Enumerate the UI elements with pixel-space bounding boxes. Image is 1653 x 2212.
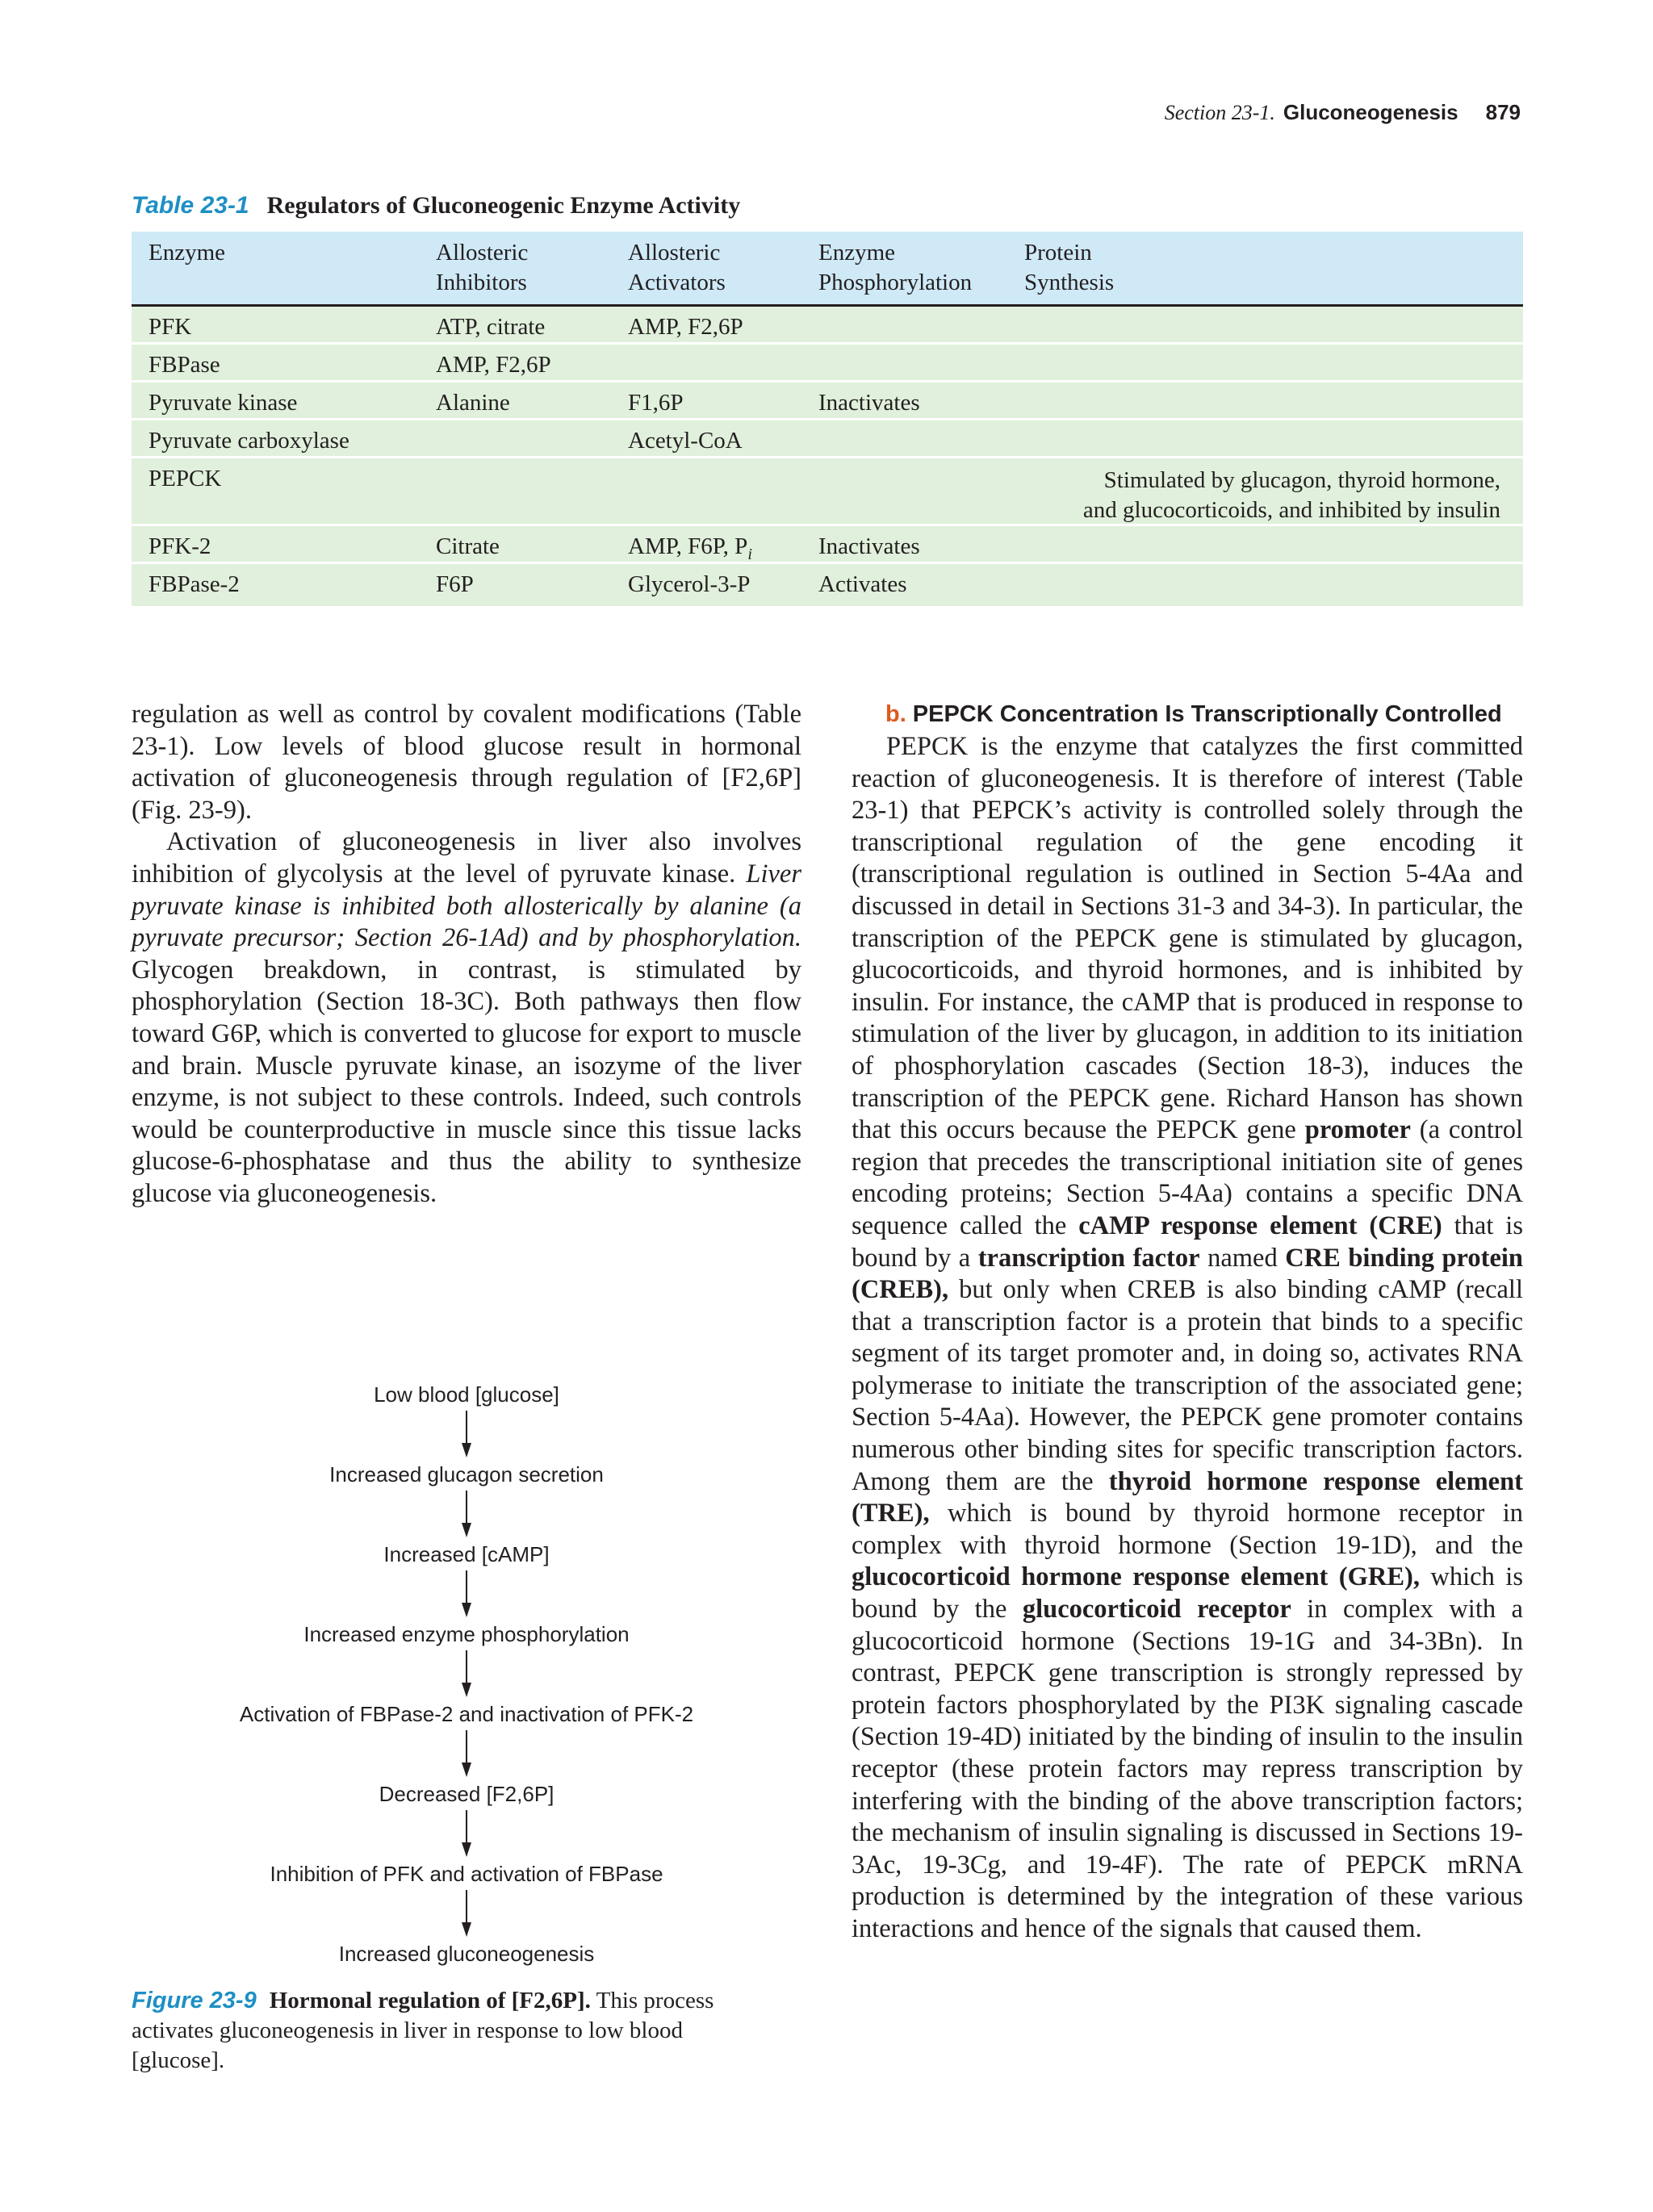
paragraph: regulation as well as control by covalent modifications (Table 23-1). Low levels of blood glucose result in hormonal activation of gluconeogenesis through regulation of [F2,6P] (Fig. 23-9).	[132, 700, 801, 825]
down-arrow-icon	[132, 1647, 801, 1701]
paragraph: PEPCK is the enzyme that catalyzes the first committed reaction of gluconeogenesis. It is therefore of interest (Table 23-1) that PEPCK’s activity is controlled solely through the transcriptional regulation of the gene encoding it (transcriptional regulation is outlined in Section 5-4Aa and discussed in detail in Sections 31-3 and 34-3). In particular, the transcription of the PEPCK gene is stimulated by glucagon, glucocorticoids, and thyroid hormones, and is inhibited by insulin. For instance, the cAMP that is produced in response to stimulation of the liver by glucagon, in addition to its initiation of phosphorylation cascades (Section 18-3), induces the transcription of the PEPCK gene. Richard Hanson has shown that this occurs because the PEPCK gene promoter (a control region that precedes the transcriptional initiation site of genes encoding proteins; Section 5-4Aa) contains a specific DNA sequence called the cAMP response element (CRE) that is bound by a transcription factor named CRE binding protein (CREB), but only when CREB is also binding cAMP (recall that a transcription factor is a protein that binds to a specific segment of its target promoter and, in doing so, activates RNA polymerase to initiate the transcription of the associated gene; Section 5-4Aa). However, the PEPCK gene promoter contains numerous other binding sites for specific transcription factors. Among them are the thyroid hormone response element (TRE), which is bound by thyroid hormone receptor in complex with thyroid hormone (Section 19-1D), and the glucocorticoid hormone response element (GRE), which is bound by the glucocorticoid receptor in complex with a glucocorticoid hormone (Sections 19-1G and 34-3Bn). In contrast, PEPCK gene transcription is strongly repressed by protein factors phosphorylated by the PI3K signaling cascade (Section 19-4D) initiated by the binding of insulin to the insulin receptor (these protein factors may repress transcription by interfering with the binding of the above transcription factors; the mechanism of insulin signaling is discussed in Sections 19-3Ac, 19-3Cg, and 19-4F). The rate of PEPCK mRNA production is determined by the integration of these various interactions and hence of the signals that caused them.	[852, 732, 1523, 1943]
table-row	[132, 345, 1523, 383]
figure-title: Hormonal regulation of [F2,6P].	[269, 1988, 591, 2013]
table-row	[132, 526, 1523, 564]
cell-enzyme: FBPase-2	[149, 571, 240, 597]
running-head	[1165, 100, 1521, 125]
down-arrow-icon	[132, 1567, 801, 1621]
cell-activators: Acetyl-CoA	[628, 428, 743, 454]
cell-phosphorylation: Inactivates	[818, 533, 920, 559]
col-header-inhibitors: Allosteric Inhibitors	[436, 240, 529, 295]
section-title: PEPCK Concentration Is Transcriptionally Controlled	[912, 701, 1502, 727]
table-caption	[132, 192, 740, 220]
cell-synthesis: Stimulated by glucagon, thyroid hormone, and glucocorticoids, and inhibited by insulin	[1082, 467, 1500, 523]
cell-enzyme: FBPase	[149, 352, 220, 378]
down-arrow-icon	[132, 1727, 801, 1781]
flow-step: Inhibition of PFK and activation of FBPase	[270, 1862, 663, 1886]
cell-activators: F1,6P	[628, 390, 684, 416]
cell-inhibitors: Alanine	[436, 390, 510, 416]
col-header-synthesis: Protein Synthesis	[1024, 240, 1115, 295]
flow-step: Increased gluconeogenesis	[338, 1942, 595, 1966]
header-section: Section 23-1.	[1164, 101, 1275, 124]
table-label: Table 23-1	[132, 192, 249, 219]
col-header-phosphorylation: Enzyme Phosphorylation	[818, 240, 973, 295]
flow-diagram	[132, 1382, 801, 1967]
figure-label: Figure 23-9	[132, 1988, 257, 2013]
flow-step: Increased enzyme phosphorylation	[303, 1622, 630, 1646]
down-arrow-icon	[132, 1487, 801, 1541]
section-heading	[885, 699, 1523, 730]
cell-inhibitors: ATP, citrate	[436, 314, 546, 340]
cell-inhibitors: F6P	[436, 571, 474, 597]
flow-step: Increased glucagon secretion	[329, 1462, 604, 1487]
header-title: Gluconeogenesis	[1283, 100, 1458, 124]
flow-step: Low blood [glucose]	[374, 1382, 559, 1407]
col-header-enzyme: Enzyme	[149, 240, 226, 266]
col-header-activators: Allosteric Activators	[628, 240, 726, 295]
flow-step: Activation of FBPase-2 and inactivation of PFK-2	[239, 1702, 694, 1726]
cell-enzyme: Pyruvate kinase	[149, 390, 298, 416]
section-letter: b.	[885, 701, 906, 727]
flow-step: Increased [cAMP]	[383, 1542, 550, 1566]
left-column	[132, 699, 801, 1211]
paragraph: Activation of gluconeogenesis in liver also involves inhibition of glycolysis at the level of pyruvate kinase. Liver pyruvate kinase is inhibited both allosterically by alanine (a pyruvate precursor; Section 26-1Ad) and by phosphorylation. Glycogen breakdown, in contrast, is stimulated by phosphorylation (Section 18-3C). Both pathways then flow toward G6P, which is converted to glucose for export to muscle and brain. Muscle pyruvate kinase, an isozyme of the liver enzyme, is not subject to these controls. Indeed, such controls would be counterproductive in muscle since this tissue lacks glucose-6-phosphatase and thus the ability to synthesize glucose via gluconeogenesis.	[132, 827, 801, 1208]
cell-enzyme: Pyruvate carboxylase	[149, 428, 349, 454]
table-row	[132, 458, 1523, 526]
down-arrow-icon	[132, 1807, 801, 1861]
cell-phosphorylation: Activates	[818, 571, 907, 597]
figure-caption-text: This process activates gluconeogenesis in liver in response to low blood [glucose].	[132, 1988, 714, 2073]
cell-activators: AMP, F2,6P	[628, 314, 743, 340]
table-row	[132, 564, 1523, 606]
cell-enzyme: PEPCK	[149, 466, 222, 491]
page-number: 879	[1485, 100, 1521, 124]
cell-enzyme: PFK	[149, 314, 192, 340]
cell-inhibitors: Citrate	[436, 533, 500, 559]
cell-activators: Glycerol-3-P	[628, 571, 751, 597]
table-row	[132, 307, 1523, 345]
cell-enzyme: PFK-2	[149, 533, 211, 559]
down-arrow-icon	[132, 1407, 801, 1461]
right-column	[852, 699, 1523, 1946]
cell-inhibitors: AMP, F2,6P	[436, 352, 551, 378]
figure-caption	[132, 1986, 761, 2076]
regulators-table	[132, 232, 1523, 606]
flow-step: Decreased [F2,6P]	[379, 1782, 554, 1806]
table-header	[132, 232, 1523, 307]
down-arrow-icon	[132, 1887, 801, 1941]
cell-phosphorylation: Inactivates	[818, 390, 920, 416]
table-title: Regulators of Gluconeogenic Enzyme Activity	[266, 192, 741, 219]
table-row	[132, 420, 1523, 458]
table-row	[132, 383, 1523, 420]
cell-activators: AMP, F6P, $P_i$	[628, 533, 752, 563]
table-body	[132, 307, 1523, 606]
